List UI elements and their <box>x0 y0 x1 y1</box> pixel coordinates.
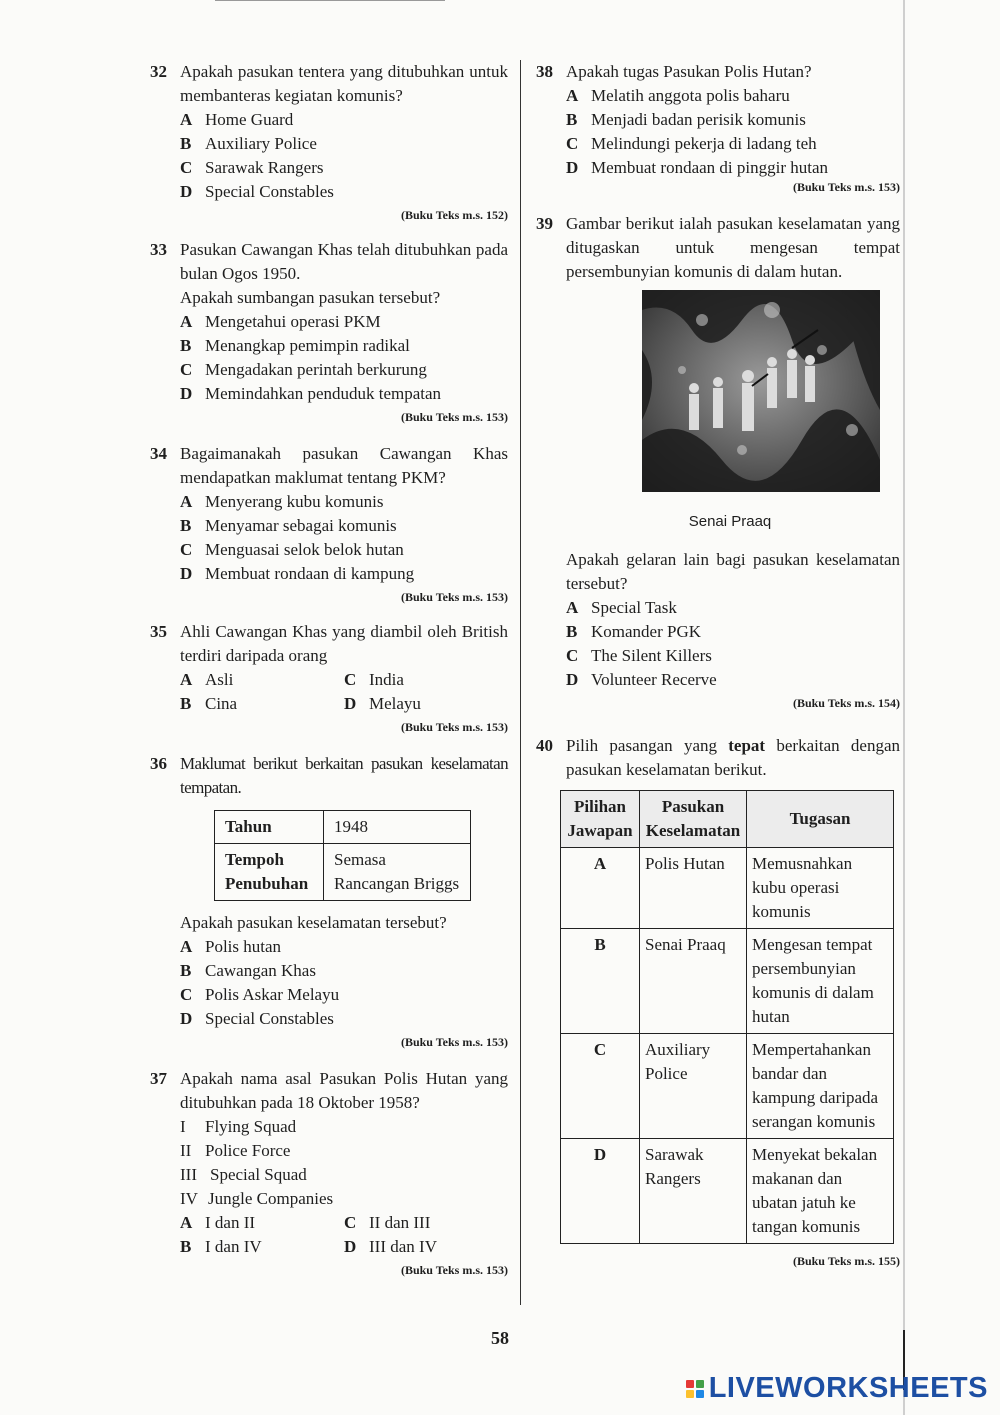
option-d[interactable]: D Memindahkan penduduk tempatan <box>180 384 442 403</box>
option-a[interactable]: A Polis hutan <box>180 937 282 956</box>
col-header-unit: Pasukan Keselamatan <box>640 791 747 848</box>
option-b[interactable]: B Auxiliary Police <box>180 134 317 153</box>
question-number: 32 <box>150 62 167 81</box>
question-stem: Bagaimanakah pasukan Cawangan Khas mendapatkan maklumat tentang PKM? <box>180 444 508 487</box>
question-stem: Apakah pasukan tentera yang ditubuhkan untuk membanteras kegiatan komunis? <box>180 62 508 105</box>
textbook-reference: (Buku Teks m.s. 152) <box>400 208 508 222</box>
question-stem: Gambar berikut ialah pasukan keselamatan yang ditugaskan untuk mengesan tempat persembunyian komunis di dalam hutan. <box>566 214 900 281</box>
left-column <box>150 60 508 1279</box>
table-header-row <box>561 791 894 848</box>
option-c[interactable]: C Melindungi pekerja di ladang teh <box>566 134 817 153</box>
answer-table <box>560 790 894 1244</box>
table-row[interactable] <box>561 1034 894 1139</box>
textbook-reference: (Buku Teks m.s. 155) <box>792 1254 900 1268</box>
question-prompt: Apakah sumbangan pasukan tersebut? <box>180 288 441 307</box>
option-d[interactable]: D Special Constables <box>180 1009 334 1028</box>
option-c[interactable]: C The Silent Killers <box>566 646 712 665</box>
textbook-reference: (Buku Teks m.s. 154) <box>792 696 900 710</box>
question-stem: Pilih pasangan yang tepat berkaitan dengan pasukan keselamatan berikut. <box>566 736 900 779</box>
table-row[interactable] <box>561 848 894 929</box>
option-a[interactable]: A Menyerang kubu komunis <box>180 492 384 511</box>
options <box>180 310 508 406</box>
logo-square <box>696 1390 704 1398</box>
textbook-reference: (Buku Teks m.s. 153) <box>400 720 508 734</box>
option-a[interactable]: A I dan II <box>180 1213 256 1232</box>
option-a[interactable]: A Home Guard <box>180 110 294 129</box>
table-value: Semasa Rancangan Briggs <box>324 844 471 901</box>
liveworksheets-logo[interactable] <box>686 1372 988 1405</box>
table-row[interactable] <box>561 929 894 1034</box>
brand-name: LIVEWORKSHEETS <box>708 1372 988 1404</box>
option-a[interactable]: A Melatih anggota polis baharu <box>566 86 790 105</box>
option-b[interactable]: B I dan IV <box>180 1237 262 1256</box>
question-stem: Ahli Cawangan Khas yang diambil oleh British terdiri daripada orang <box>180 622 508 665</box>
question-number: 39 <box>536 214 553 233</box>
option-a[interactable]: A Special Task <box>566 598 677 617</box>
option-c[interactable]: C Polis Askar Melayu <box>180 985 340 1004</box>
option-c[interactable]: C Sarawak Rangers <box>180 158 324 177</box>
textbook-reference: (Buku Teks m.s. 153) <box>792 180 900 194</box>
top-rule <box>215 0 445 1</box>
statement-ii: II Police Force <box>180 1141 291 1160</box>
table-row <box>215 844 471 901</box>
option-c[interactable]: C Menguasai selok belok hutan <box>180 540 404 559</box>
question-number: 37 <box>150 1069 167 1088</box>
option-d[interactable]: D Membuat rondaan di pinggir hutan <box>566 158 829 177</box>
option-b[interactable]: B Menyamar sebagai komunis <box>180 516 397 535</box>
right-column <box>536 60 900 1270</box>
statement-i: I Flying Squad <box>180 1117 297 1136</box>
question-stem: Pasukan Cawangan Khas telah ditubuhkan pada bulan Ogos 1950. <box>180 240 508 283</box>
page-number: 58 <box>491 1328 509 1348</box>
question-39 <box>536 212 900 712</box>
option-b[interactable]: B Cawangan Khas <box>180 961 316 980</box>
row-task: Mempertahankan bandar dan kampung daripada serangan komunis <box>747 1034 894 1139</box>
info-table <box>214 810 471 901</box>
row-task: Memusnahkan kubu operasi komunis <box>747 848 894 929</box>
options <box>180 935 508 1031</box>
option-c[interactable]: C Mengadakan perintah berkurung <box>180 360 427 379</box>
logo-square <box>696 1380 704 1388</box>
option-b[interactable]: B Komander PGK <box>566 622 702 641</box>
question-number: 40 <box>536 736 553 755</box>
options <box>180 490 508 586</box>
row-task: Mengesan tempat persembunyian komunis di dalam hutan <box>747 929 894 1034</box>
logo-grid-icon <box>686 1380 704 1398</box>
row-unit: Auxiliary Police <box>640 1034 747 1139</box>
col-header-choice: Pilihan Jawapan <box>561 791 640 848</box>
options <box>180 108 508 204</box>
option-a[interactable]: A Asli <box>180 670 234 689</box>
question-33 <box>150 238 508 426</box>
photo-caption: Senai Praaq <box>688 513 772 530</box>
question-stem: Apakah nama asal Pasukan Polis Hutan yang ditubuhkan pada 18 Oktober 1958? <box>180 1069 508 1112</box>
table-row[interactable] <box>561 1139 894 1244</box>
question-stem: Maklumat berikut berkaitan pasukan keselamatan tempatan. <box>180 754 508 797</box>
options-row-1 <box>180 668 508 692</box>
column-divider <box>520 60 521 1305</box>
options-row-2 <box>180 1235 508 1259</box>
option-c[interactable]: C India <box>344 670 404 689</box>
textbook-reference: (Buku Teks m.s. 153) <box>400 590 508 604</box>
option-d[interactable]: D Membuat rondaan di kampung <box>180 564 415 583</box>
row-unit: Polis Hutan <box>640 848 747 929</box>
option-b[interactable]: B Menangkap pemimpin radikal <box>180 336 410 355</box>
option-d[interactable]: D Special Constables <box>180 182 334 201</box>
option-d[interactable]: D Volunteer Recerve <box>566 670 717 689</box>
options-row-2 <box>180 692 508 716</box>
options <box>566 596 900 692</box>
option-b[interactable]: B Cina <box>180 694 238 713</box>
statement-iv: IV Jungle Companies <box>180 1189 334 1208</box>
table-label: Tempoh Penubuhan <box>215 844 324 901</box>
logo-square <box>686 1390 694 1398</box>
question-number: 36 <box>150 754 167 773</box>
textbook-reference: (Buku Teks m.s. 153) <box>400 410 508 424</box>
option-d[interactable]: D III dan IV <box>344 1237 437 1256</box>
question-number: 34 <box>150 444 167 463</box>
page-edge <box>903 0 905 1415</box>
row-choice: A <box>561 848 640 929</box>
options <box>566 84 900 180</box>
row-task: Menyekat bekalan makanan dan ubatan jatuh ke tangan komunis <box>747 1139 894 1244</box>
row-choice: D <box>561 1139 640 1244</box>
option-b[interactable]: B Menjadi badan perisik komunis <box>566 110 806 129</box>
row-choice: B <box>561 929 640 1034</box>
question-prompt: Apakah gelaran lain bagi pasukan keselamatan tersebut? <box>566 550 900 593</box>
statement-iii: III Special Squad <box>180 1165 307 1184</box>
question-number: 38 <box>536 62 553 81</box>
textbook-reference: (Buku Teks m.s. 153) <box>400 1263 508 1277</box>
logo-square <box>686 1380 694 1388</box>
question-number: 33 <box>150 240 167 259</box>
col-header-task: Tugasan <box>747 791 894 848</box>
jungle-soldiers-photo <box>642 290 880 492</box>
table-label: Tahun <box>215 811 324 844</box>
question-34 <box>150 442 508 606</box>
option-d[interactable]: D Melayu <box>344 694 421 713</box>
options-row-1 <box>180 1211 508 1235</box>
option-c[interactable]: C II dan III <box>344 1213 431 1232</box>
question-37 <box>150 1067 508 1279</box>
question-stem: Apakah tugas Pasukan Polis Hutan? <box>566 62 812 81</box>
question-number: 35 <box>150 622 167 641</box>
question-35 <box>150 620 508 736</box>
statement-list <box>180 1115 508 1211</box>
option-a[interactable]: A Mengetahui operasi PKM <box>180 312 381 331</box>
question-prompt: Apakah pasukan keselamatan tersebut? <box>180 913 447 932</box>
textbook-reference: (Buku Teks m.s. 153) <box>400 1035 508 1049</box>
table-row <box>215 811 471 844</box>
question-36 <box>150 752 508 1051</box>
question-40 <box>536 734 900 1270</box>
table-value: 1948 <box>324 811 471 844</box>
row-choice: C <box>561 1034 640 1139</box>
row-unit: Senai Praaq <box>640 929 747 1034</box>
question-32 <box>150 60 508 224</box>
question-38 <box>536 60 900 196</box>
row-unit: Sarawak Rangers <box>640 1139 747 1244</box>
